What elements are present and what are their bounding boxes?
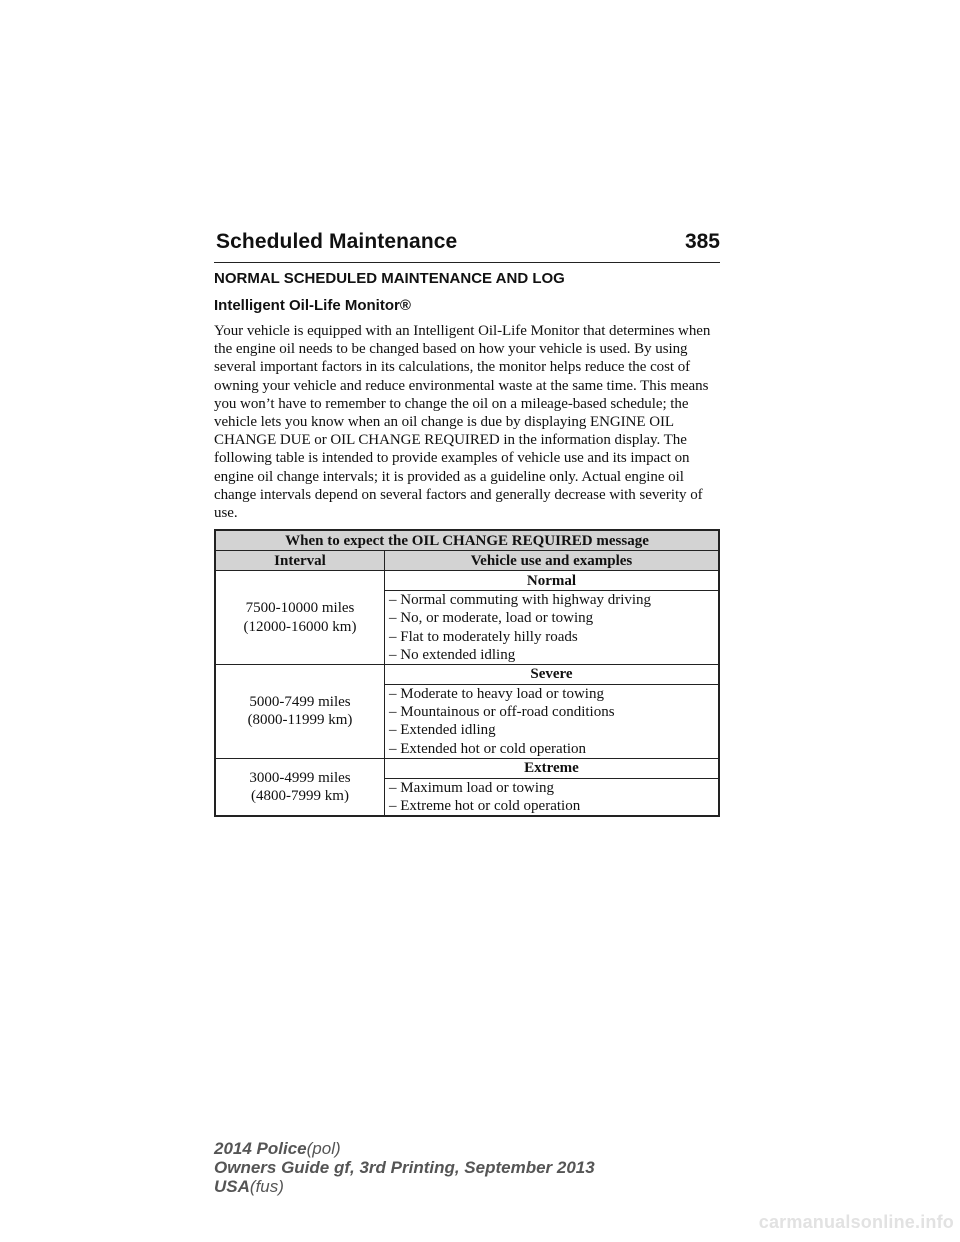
- examples-cell: [385, 591, 720, 665]
- interval-cell: [215, 571, 385, 665]
- page-content: [214, 270, 720, 817]
- interval-miles: 3000-4999 miles: [249, 769, 351, 786]
- interval-miles: 5000-7499 miles: [249, 694, 351, 711]
- examples-cell: [385, 685, 720, 759]
- list-item: – Extended idling: [389, 722, 496, 739]
- table-title-row: [215, 530, 719, 551]
- table-row: [215, 758, 719, 778]
- interval-cell: [215, 758, 385, 816]
- footer-line-2: Owners Guide gf, 3rd Printing, September 2013: [214, 1158, 595, 1177]
- table-row: [215, 571, 719, 591]
- list-item: – No, or moderate, load or towing: [389, 610, 594, 627]
- page-footer: [214, 1139, 595, 1196]
- footer-line-3: [214, 1177, 595, 1196]
- table-title: When to expect the OIL CHANGE REQUIRED message: [215, 530, 719, 551]
- list-item: – Moderate to heavy load or towing: [389, 686, 604, 703]
- column-header-vehicle-use: Vehicle use and examples: [385, 551, 720, 571]
- page-header: [214, 228, 720, 263]
- interval-km: (4800-7999 km): [251, 788, 349, 805]
- footer-model-code: (pol): [306, 1139, 341, 1158]
- list-item: – Mountainous or off-road conditions: [389, 704, 615, 721]
- footer-market-code: (fus): [249, 1177, 284, 1196]
- interval-miles: 7500-10000 miles: [245, 600, 355, 617]
- footer-line-1: [214, 1139, 595, 1158]
- oil-change-table: [214, 529, 720, 817]
- examples-cell: [385, 778, 720, 816]
- list-item: – Extreme hot or cold operation: [389, 798, 581, 815]
- list-item: – Maximum load or towing: [389, 779, 554, 796]
- interval-km: (12000-16000 km): [243, 618, 357, 635]
- footer-market: USA: [214, 1177, 250, 1196]
- page-number: 385: [684, 230, 720, 253]
- category-normal: Normal: [385, 571, 720, 591]
- watermark-text: carmanualsonline.info: [758, 1212, 954, 1232]
- list-item: – Extended hot or cold operation: [389, 740, 587, 757]
- list-item: – Normal commuting with highway driving: [389, 592, 652, 609]
- interval-cell: [215, 665, 385, 759]
- page-header-title: Scheduled Maintenance: [216, 230, 458, 253]
- category-extreme: Extreme: [385, 758, 720, 778]
- interval-km: (8000-11999 km): [247, 712, 353, 729]
- list-item: – No extended idling: [389, 646, 516, 663]
- list-item: – Flat to moderately hilly roads: [389, 628, 578, 645]
- table-row: [215, 665, 719, 685]
- body-paragraph: Your vehicle is equipped with an Intelligent Oil-Life Monitor that determines when the engine oil needs to be changed based on how your vehicle is used. By using several important factors in its calculations, the monitor helps reduce the cost of owning your vehicle and reduce environmental waste at the same time. This means you won’t have to remember to change the oil on a mileage-based schedule; the vehicle lets you know when an oil change is due by displaying ENGINE OIL CHANGE DUE or OIL CHANGE REQUIRED in the information display. The following table is intended to provide examples of vehicle use and its impact on engine oil change intervals; it is provided as a guideline only. Actual engine oil change intervals depend on several factors and generally decrease with severity of use.: [214, 323, 711, 522]
- section-subtitle: Intelligent Oil-Life Monitor®: [214, 297, 411, 314]
- footer-model: 2014 Police: [214, 1139, 307, 1158]
- category-severe: Severe: [385, 665, 720, 685]
- table-header-row: [215, 551, 719, 571]
- column-header-interval: Interval: [215, 551, 385, 571]
- section-title: NORMAL SCHEDULED MAINTENANCE AND LOG: [214, 270, 565, 287]
